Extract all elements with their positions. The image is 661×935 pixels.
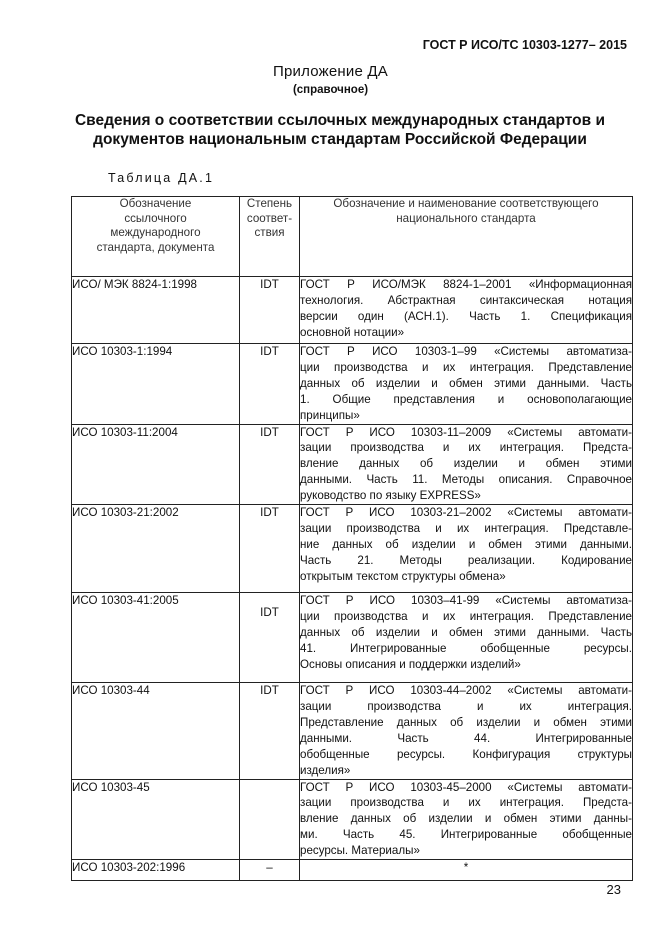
header-line: Степень: [246, 197, 293, 210]
international-code: ИСО 10303-202:1996: [72, 860, 240, 881]
table-header-row: [72, 197, 633, 277]
international-code: ИСО 10303-21:2002: [72, 505, 240, 593]
text-line: ции производства и их интеграция. Представление: [300, 609, 632, 623]
header-line: соответ-: [246, 211, 293, 225]
text-line: ГОСТ Р ИСО/МЭК 8824-1–2001 «Информационная: [300, 278, 632, 291]
header-line: Обозначение: [119, 197, 192, 210]
text-line: данными. Часть 44. Интегрированные: [300, 731, 632, 745]
text-line: зации производства и их интеграция. Предста-: [300, 441, 632, 455]
appendix-title: Приложение ДА: [273, 63, 388, 80]
text-line: 41. Интегрированные обобщенные ресурсы.: [300, 641, 632, 655]
text-line: данными. Часть 11. Методы описания. Справочное: [300, 473, 632, 487]
text-line: изделия»: [300, 763, 351, 777]
text-line: ми. Часть 45. Интегрированные обобщенные: [300, 828, 632, 842]
text-line: ГОСТ Р ИСО 10303-44–2002 «Системы автомати-: [300, 684, 632, 698]
national-standard: [300, 424, 633, 505]
table-row: [72, 277, 633, 344]
text-line: Основы описания и поддержки изделий»: [300, 657, 521, 671]
text-line: вление данных об изделии и обмен этими: [300, 457, 632, 471]
text-line: 1. Общие представления и основополагающие: [300, 392, 632, 406]
text-line: Часть 21. Методы реализации. Кодирование: [300, 553, 632, 567]
text-line: ции производства и их интеграция. Представление: [300, 360, 632, 374]
text-line: зации производства и их интеграция. Представле-: [300, 521, 632, 535]
text-line: ГОСТ Р ИСО 10303-1–99 «Системы автоматиза-: [300, 345, 632, 358]
national-standard: [300, 593, 633, 683]
text-line: ГОСТ Р ИСО 10303-45–2000 «Системы автомати-: [300, 780, 632, 794]
header-line: национального стандарта: [396, 211, 536, 225]
document-title: [40, 111, 640, 149]
text-line: принципы»: [300, 408, 360, 422]
table-row: [72, 683, 633, 779]
text-line: вление данных об изделии и обмен этими данны-: [300, 812, 632, 826]
text-line: ресурсы. Материалы»: [300, 844, 420, 858]
header-international-designation: [72, 197, 240, 277]
page-number: 23: [606, 882, 621, 897]
header-line: ствия: [254, 226, 285, 239]
header-degree: [240, 197, 300, 277]
text-line: Представление данных об изделии и обмен этими: [300, 715, 632, 729]
degree-of-correspondence: –: [240, 860, 300, 881]
header-line: международного: [110, 226, 201, 239]
degree-of-correspondence: IDT: [240, 277, 300, 344]
national-standard: [300, 683, 633, 779]
text-line: данных об изделии и обмен этими данными. Часть: [300, 625, 632, 639]
text-line: ГОСТ Р ИСО 10303-11–2009 «Системы автомати-: [300, 425, 632, 439]
international-code: ИСО 10303-1:1994: [72, 344, 240, 425]
table-row: [72, 424, 633, 505]
degree-of-correspondence: IDT: [240, 424, 300, 505]
header-line: Обозначение и наименование соответствующего: [333, 197, 599, 210]
text-line: данных об изделии и обмен этими данными. Часть: [300, 376, 632, 390]
national-standard: [300, 505, 633, 593]
national-standard: [300, 779, 633, 860]
international-code: ИСО 10303-41:2005: [72, 593, 240, 683]
header-line: стандарта, документа: [96, 240, 215, 254]
table-row: [72, 505, 633, 593]
text-line: руководство по языку EXPRESS»: [300, 489, 481, 503]
international-code: ИСО/ МЭК 8824-1:1998: [72, 277, 240, 344]
text-line: открытым текстом структуры обмена»: [300, 569, 506, 583]
text-line: обобщенные ресурсы. Конфигурация структуры: [300, 747, 632, 761]
appendix-note: (справочное): [292, 84, 369, 96]
text-line: ГОСТ Р ИСО 10303-21–2002 «Системы автомати-: [300, 506, 632, 520]
table-row: [72, 779, 633, 860]
text-line: версии один (АСН.1). Часть 1. Спецификация: [300, 309, 632, 323]
table-row: [72, 344, 633, 425]
national-standard: [300, 277, 633, 344]
degree-of-correspondence: IDT: [240, 593, 300, 683]
national-standard: [300, 860, 633, 881]
text-line: ние данных об изделии и обмен этими данными.: [300, 537, 632, 551]
international-code: ИСО 10303-11:2004: [72, 424, 240, 505]
header-national-standard: [300, 197, 633, 277]
document-title-line-1: Сведения о соответствии ссылочных международных стандартов и: [74, 112, 606, 129]
table-row: [72, 860, 633, 881]
degree-of-correspondence: IDT: [240, 505, 300, 593]
degree-of-correspondence: IDT: [240, 683, 300, 779]
correspondence-table: [71, 196, 633, 881]
footnote-marker: *: [463, 861, 469, 875]
degree-of-correspondence: [240, 779, 300, 860]
national-standard: [300, 344, 633, 425]
table-caption: Таблица ДА.1: [108, 171, 215, 185]
international-code: ИСО 10303-45: [72, 779, 240, 860]
international-code: ИСО 10303-44: [72, 683, 240, 779]
text-line: основной нотации»: [300, 325, 405, 339]
table-row: [72, 593, 633, 683]
text-line: зации производства и их интеграция.: [300, 699, 632, 713]
text-line: ГОСТ Р ИСО 10303–41-99 «Системы автоматиза-: [300, 594, 632, 608]
header-line: ссылочного: [124, 211, 187, 225]
document-title-line-2: документов национальным стандартам Российской Федерации: [93, 131, 587, 148]
text-line: зации производства и их интеграция. Предста-: [300, 796, 632, 810]
degree-of-correspondence: IDT: [240, 344, 300, 425]
text-line: технология. Абстрактная синтаксическая нотация: [300, 293, 632, 307]
standard-code: ГОСТ Р ИСО/ТС 10303-1277– 2015: [422, 38, 627, 52]
